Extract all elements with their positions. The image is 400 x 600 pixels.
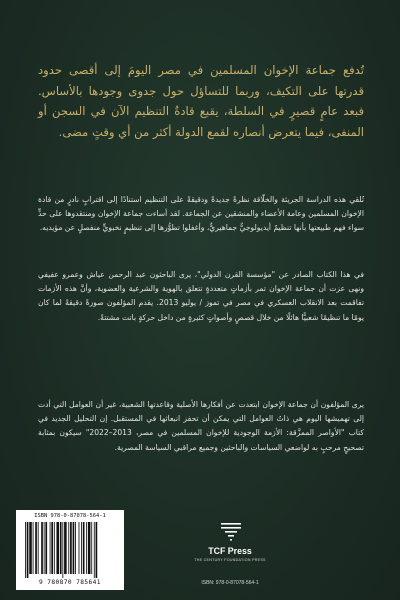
barcode-bars [25,522,115,578]
barcode-bar [88,522,91,574]
body-paragraph-1: تُلقي هذه الدراسة الجريئة والخلّاقة نظرةً جديدةً ودقيقةً على التنظيم استنادًا إلى اقترابٍ نادرٍ من قادة الإخوان المسلمين وعامة الأعضاء والمنشقين عن الجماعة. لقد أساءت جماعة الإخوان ومنتقدوها على حدٍّ سواء فهم طبيعتها بأنها تنظيمٌ أيديولوجيٌّ جماهيريٌّ، وأغفلوا تطوُّرها إلى تنظيمٍ نخبويٍّ منفصلٍ عن مؤيديه. [38,195,364,233]
barcode-bar [81,522,82,574]
publisher-isbn: ISBN: 978-0-87078-564-1 [201,580,259,586]
body-paragraph-2: في هذا الكتاب الصادر عن "مؤسسة القرن الدولي"، يرى الباحثون عبد الرحمن عياش وعمرو عفيفي ونهى عزت أن جماعة الإخوان تمر بأزماتٍ متعددةٍ تتعلق بالهوية والشرعية والعضوية، وأنَّ هذه الأزمات تفاقمت بعد الانقلاب العسكري في مصر في تموز / يوليو 2013. يقدم المؤلفون صورةً دقيقةً لما كان يومًا ما تنظيمًا شعبيًّا هائلًا من خلال قصصٍ وأصواتٍ كثيرةٍ من داخل حركةٍ باتت مشتتةً. [38,270,365,322]
barcode-bar [25,522,26,578]
barcode-bar [60,522,62,574]
barcode-bar [79,522,80,574]
barcode [16,510,124,590]
barcode-bar [64,522,67,574]
barcode-bar [96,522,98,578]
barcode-bar [75,522,76,574]
barcode-bar [50,522,51,574]
barcode-bar [51,522,53,574]
lead-paragraph: تُدفع جماعة الإخوان المسلمين في مصر اليومَ إلى أقصى حدود قدرتها على التكيف، وربما للتساؤل حول جدوى وجودها بالأساس. فبعد عامٍ قصيرٍ في السلطة، يقبع قادةُ التنظيم الآن في السجن أو المنفى، فيما يتعرض أنصاره لقمع الدولة أكثر من أي وقتٍ مضى. [38,63,364,139]
barcode-bar [86,522,87,574]
barcode-bar [70,522,72,574]
barcode-bar [62,522,63,578]
publisher-name: TCF Press [208,546,252,556]
barcode-bar [45,522,47,574]
barcode-bar [68,522,69,574]
barcode-bar [27,522,29,578]
barcode-bar [54,522,55,574]
barcode-isbn-label: ISBN 978-0-87078-564-1 [34,513,106,519]
barcode-bar [35,522,37,574]
barcode-bar [38,522,39,574]
barcode-bar [33,522,34,574]
barcode-bar [56,522,59,574]
barcode-bar [29,522,32,574]
barcode-bar [91,522,92,574]
publisher-subtitle: THE CENTURY FOUNDATION PRESS [194,558,266,562]
barcode-bar [44,522,45,574]
tcf-logo-icon [219,520,243,544]
barcode-bar [83,522,85,574]
barcode-bar [41,522,43,574]
barcode-bar [73,522,75,574]
body-paragraph-3: يرى المؤلفون أن جماعة الإخوان ابتعدت عن أفكارها الأصلية وقاعدتها الشعبية، غير أن العوامل التي أدت إلى تهميشها اليوم هي ذاتُ العوامل التي يمكن أن تحفز انبعاثها في المستقبل. إن التحليل الجديد في كتاب "الأواصر الممزَّقة: الأزمة الوجودية للإخوان المسلمين في مصر، 2013–2022" سيكون بمثابة تصحيحٍ مرحبٍ به لواضعي السياسات والباحثين وجميع مراقبي السياسة المصرية. [38,400,364,452]
barcode-digits: 9 780870 785641 [39,579,101,586]
barcode-bar [94,522,95,578]
